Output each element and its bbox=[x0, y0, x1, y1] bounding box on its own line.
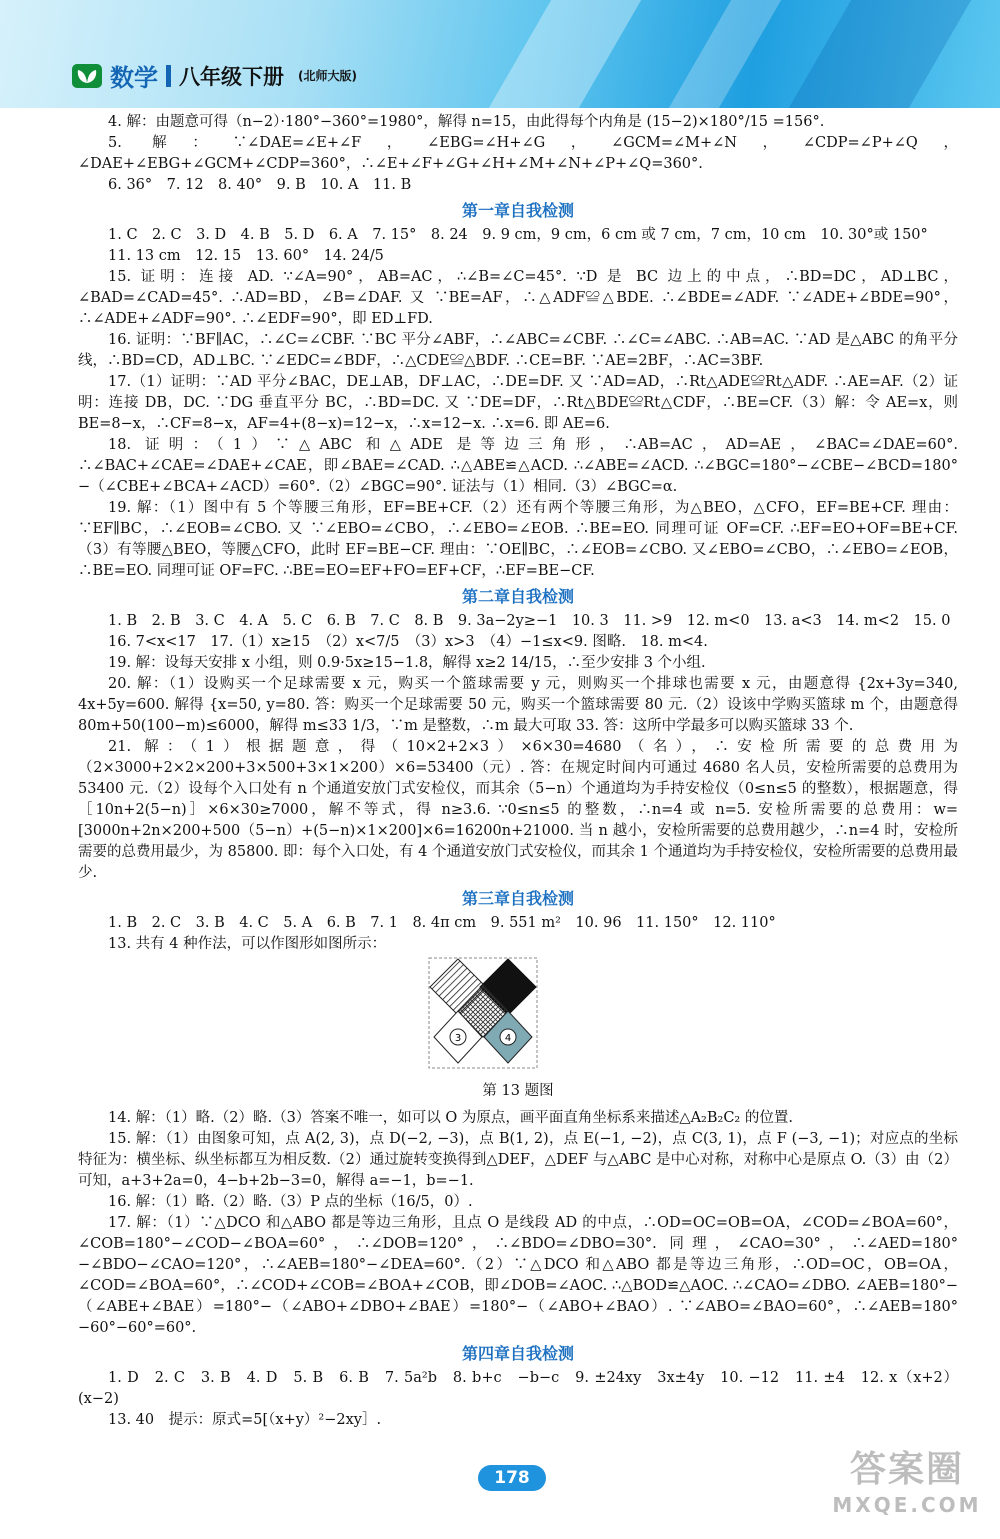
leaf-logo-icon bbox=[72, 64, 102, 88]
edition-label: (北师大版) bbox=[298, 69, 357, 83]
section-title: 第三章自我检测 bbox=[461, 889, 574, 908]
section-title: 第二章自我检测 bbox=[461, 587, 574, 606]
answer-paragraph: 1. D 2. C 3. B 4. D 5. B 6. B 7. 5a²b 8. b+c −b−c 9. ±24xy 3x±4y 10. −12 11. ±4 12. x（x+2）(x−2) bbox=[78, 1370, 958, 1407]
answer-paragraph: 13. 40 提示：原式=5[（x+y）²−2xy］. bbox=[108, 1412, 382, 1428]
answer-paragraph: 21. 解：（1）根据题意，得（10×2+2×3）×6×30=4680（名），∴安检所需要的总费用为（2×3000+2×2×200+3×500+3×1×200）×6=53400（元）. 答：在规定时间内可通过 4680 名人员，安检所需要的总费用为 53400 元.（2）设每个入口处有 n 个通道安放门式安检仪，而其余（5−n）个通道均为手持安检仪（0≤n≤5 的整数），根据题意，得［10n+2(5−n)］×6×30≥7000，解不等式，得 n≥3.6. ∵0≤n≤5 的整数，∴n=4 或 n=5. 安检所需要的总费用：w=[3000n+2n×200+500（5−n）+(5−n)×1×200]×6=16200n+21000. 当 n 越小，安检所需要的总费用越少，∴n=4 时，安检所需要的总费用最少，为 85800. 即：每个入口处，有 4 个通道安放门式安检仪，而其余 1 个通道均为手持安检仪，安检所需要的总费用最少. bbox=[78, 739, 958, 881]
page-number: 178 bbox=[478, 1465, 546, 1491]
svg-text:3: 3 bbox=[454, 1033, 462, 1044]
answer-paragraph: 20. 解：（1）设购买一个足球需要 x 元，购买一个篮球需要 y 元，则购买一个排球也需要 x 元，由题意得 {2x+3y=340, 4x+5y=600. 解得 {x=50, y=80. 答：购买一个足球需要 50 元，购买一个篮球需要 80 元.（2）设该中学购买篮球 m 个，由题意得 80m+50(100−m)≤6000，解得 m≤33 1/3，∵m 是整数，∴m 最大可取 33. 答：这所中学最多可以购买篮球 33 个. bbox=[78, 676, 958, 734]
svg-text:4: 4 bbox=[504, 1033, 512, 1044]
grade-title: 八年级下册 bbox=[179, 64, 284, 89]
answer-paragraph: 5. 解：∵∠DAE=∠E+∠F，∠EBG=∠H+∠G，∠GCM=∠M+∠N，∠CDP=∠P+∠Q，∠DAE+∠EBG+∠GCM+∠CDP=360°，∴∠E+∠F+∠G+∠H+∠M+∠N+∠P+∠Q=360°. bbox=[78, 135, 958, 172]
banner-stripe bbox=[489, 0, 641, 108]
q13-figure bbox=[78, 957, 958, 1077]
figure-caption: 第 13 题图 bbox=[482, 1083, 554, 1099]
answer-paragraph: 17. 解：（1）∵△DCO 和△ABO 都是等边三角形，且点 O 是线段 AD 的中点，∴OD=OC=OB=OA，∠COD=∠BOA=60°，∠COB=180°−∠COD−∠BOA=60°，∴∠DOB=120°，∴∠BDO=∠DBO=30°. 同理，∠CAO=30°，∴∠AED=180°−∠BDO−∠CAO=120°，∴∠AEB=180°−∠DEA=60°.（2）∵△DCO 和△ABO 都是等边三角形，∴OD=OC，OB=OA，∠COD=∠BOA=60°，∴∠COD+∠COB=∠BOA+∠COB，即∠DOB=∠AOC. ∴△BOD≌△AOC. ∴∠CAO=∠DBO. ∠AEB=180°−（∠ABE+∠BAE）=180°−（∠ABO+∠DBO+∠BAE）=180°−（∠ABO+∠BAO）. ∵∠ABO=∠BAO=60°，∴∠AEB=180°−60°−60°=60°. bbox=[78, 1215, 958, 1336]
section-title: 第四章自我检测 bbox=[461, 1344, 574, 1363]
q13-diagram bbox=[428, 957, 538, 1069]
watermark-text: 答案圈 bbox=[849, 1449, 964, 1490]
answer-paragraph: 19. 解：设每天安排 x 小组，则 0.9·5x≥15−1.8，解得 x≥2 14/15，∴至少安排 3 个小组. bbox=[108, 655, 706, 671]
header-banner bbox=[0, 0, 1000, 108]
answer-paragraph: 4. 解：由题意可得（n−2）·180°−360°=1980°，解得 n=15，由此得每个内角是 (15−2)×180°/15 =156°. bbox=[108, 114, 825, 130]
answer-paragraph: 6. 36° 7. 12 8. 40° 9. B 10. A 11. B bbox=[108, 177, 412, 193]
answer-paragraph: 18. 证明：（1）∵△ABC 和△ADE 是等边三角形，∴AB=AC，AD=AE，∠BAC=∠DAE=60°. ∴∠BAC+∠CAE=∠DAE+∠CAE，即∠BAE=∠CAD. ∴△ABE≌△ACD. ∴∠ABE=∠ACD. ∴∠BGC=180°−∠CBE−∠BCD=180°−（∠CBE+∠BCA+∠ACD）=60°.（2）∠BGC=90°. 证法与（1）相同.（3）∠BGC=α. bbox=[78, 437, 958, 495]
section-title: 第一章自我检测 bbox=[461, 201, 574, 220]
answer-paragraph: 1. B 2. B 3. C 4. A 5. C 6. B 7. C 8. B 9. 3a−2y≥−1 10. 3 11. >9 12. m<0 13. a<3 14. m<2 15. 0 bbox=[108, 613, 951, 629]
answer-paragraph: 1. C 2. C 3. D 4. B 5. D 6. A 7. 15° 8. 24 9. 9 cm，9 cm，6 cm 或 7 cm，7 cm，10 cm 10. 30°或 150° bbox=[108, 227, 928, 243]
watermark-logo bbox=[822, 1448, 992, 1534]
answer-paragraph: 13. 共有 4 种作法，可以作图形如图所示： bbox=[108, 936, 387, 952]
answer-paragraph: 14. 解：（1）略.（2）略.（3）答案不唯一，如可以 O 为原点，画平面直角坐标系来描述△A₂B₂C₂ 的位置. bbox=[108, 1110, 793, 1126]
answer-paragraph: 11. 13 cm 12. 15 13. 60° 14. 24/5 bbox=[108, 248, 384, 264]
header-title-row bbox=[72, 58, 357, 93]
watermark-url: MXQE.COM bbox=[832, 1493, 982, 1517]
answer-paragraph: 16. 7<x<17 17.（1）x≥15 （2）x<7/5 （3）x>3 （4）−1≤x<9. 图略. 18. m<4. bbox=[108, 634, 708, 650]
title-divider bbox=[166, 65, 171, 87]
answer-paragraph: 17.（1）证明：∵AD 平分∠BAC，DE⊥AB，DF⊥AC，∴DE=DF. 又 ∵AD=AD，∴Rt△ADE≌Rt△ADF. ∴AE=AF.（2）证明：连接 DB，DC. ∵DG 垂直平分 BC，∴BD=DC. 又 ∵DE=DF，∴Rt△BDE≌Rt△CDF，∴BE=CF.（3）解：令 AE=x，则 BE=8−x，∴CF=8−x，AF=4+(8−x)=12−x，∴x=12−x. ∴x=6. 即 AE=6. bbox=[78, 374, 958, 432]
answer-paragraph: 16. 证明：∵BF∥AC，∴∠C=∠CBF. ∵BC 平分∠ABF，∴∠ABC=∠CBF. ∴∠C=∠ABC. ∴AB=AC. ∵AD 是△ABC 的角平分线，∴BD=CD，AD⊥BC. ∵∠EDC=∠BDF，∴△CDE≌△BDF. ∴CE=BF. ∵AE=2BF，∴AC=3BF. bbox=[78, 332, 958, 369]
answer-content bbox=[78, 112, 958, 1431]
answer-paragraph: 16. 解：（1）略.（2）略.（3）P 点的坐标（16/5，0）. bbox=[108, 1194, 473, 1210]
subject-title: 数学 bbox=[110, 64, 158, 92]
answer-paragraph: 15. 证明：连接 AD. ∵∠A=90°，AB=AC，∴∠B=∠C=45°. ∵D 是 BC 边上的中点，∴BD=DC，AD⊥BC，∠BAD=∠CAD=45°. ∴AD=BD，∠B=∠DAF. 又 ∵BE=AF，∴△ADF≌△BDE. ∴∠BDE=∠ADF. ∵∠ADE+∠BDE=90°，∴∠ADE+∠ADF=90°. ∴∠EDF=90°，即 ED⊥FD. bbox=[78, 269, 958, 327]
banner-stripe bbox=[789, 0, 971, 108]
answer-paragraph: 1. B 2. C 3. B 4. C 5. A 6. B 7. 1 8. 4π cm 9. 551 m² 10. 96 11. 150° 12. 110° bbox=[108, 915, 776, 931]
banner-stripe bbox=[669, 0, 781, 108]
answer-paragraph: 19. 解：（1）图中有 5 个等腰三角形，EF=BE+CF.（2）还有两个等腰三角形，为△BEO，△CFO，EF=BE+CF. 理由：∵EF∥BC，∴∠EOB=∠CBO. 又 ∵∠EBO=∠CBO，∴∠EBO=∠EOB. ∴BE=EO. 同理可证 OF=CF. ∴EF=EO+OF=BE+CF.（3）有等腰△BEO，等腰△CFO，此时 EF=BE−CF. 理由：∵OE∥BC，∴∠EOB=∠CBO. 又∠EBO=∠CBO，∴∠EBO=∠EOB，∴BE=EO. 同理可证 OF=FC. ∴BE=EO=EF+FO=EF+CF，∴EF=BE−CF. bbox=[78, 500, 958, 579]
answer-paragraph: 15. 解：（1）由图象可知，点 A(2, 3)，点 D(−2, −3)，点 B(1, 2)，点 E(−1, −2)，点 C(3, 1)，点 F (−3, −1)；对应点的坐标特征为：横坐标、纵坐标都互为相反数.（2）通过旋转变换得到△DEF，△DEF 与△ABC 是中心对称，对称中心是原点 O.（3）由（2）可知，a+3+2a=0，4−b+2b−3=0，解得 a=−1，b=−1. bbox=[78, 1131, 958, 1189]
